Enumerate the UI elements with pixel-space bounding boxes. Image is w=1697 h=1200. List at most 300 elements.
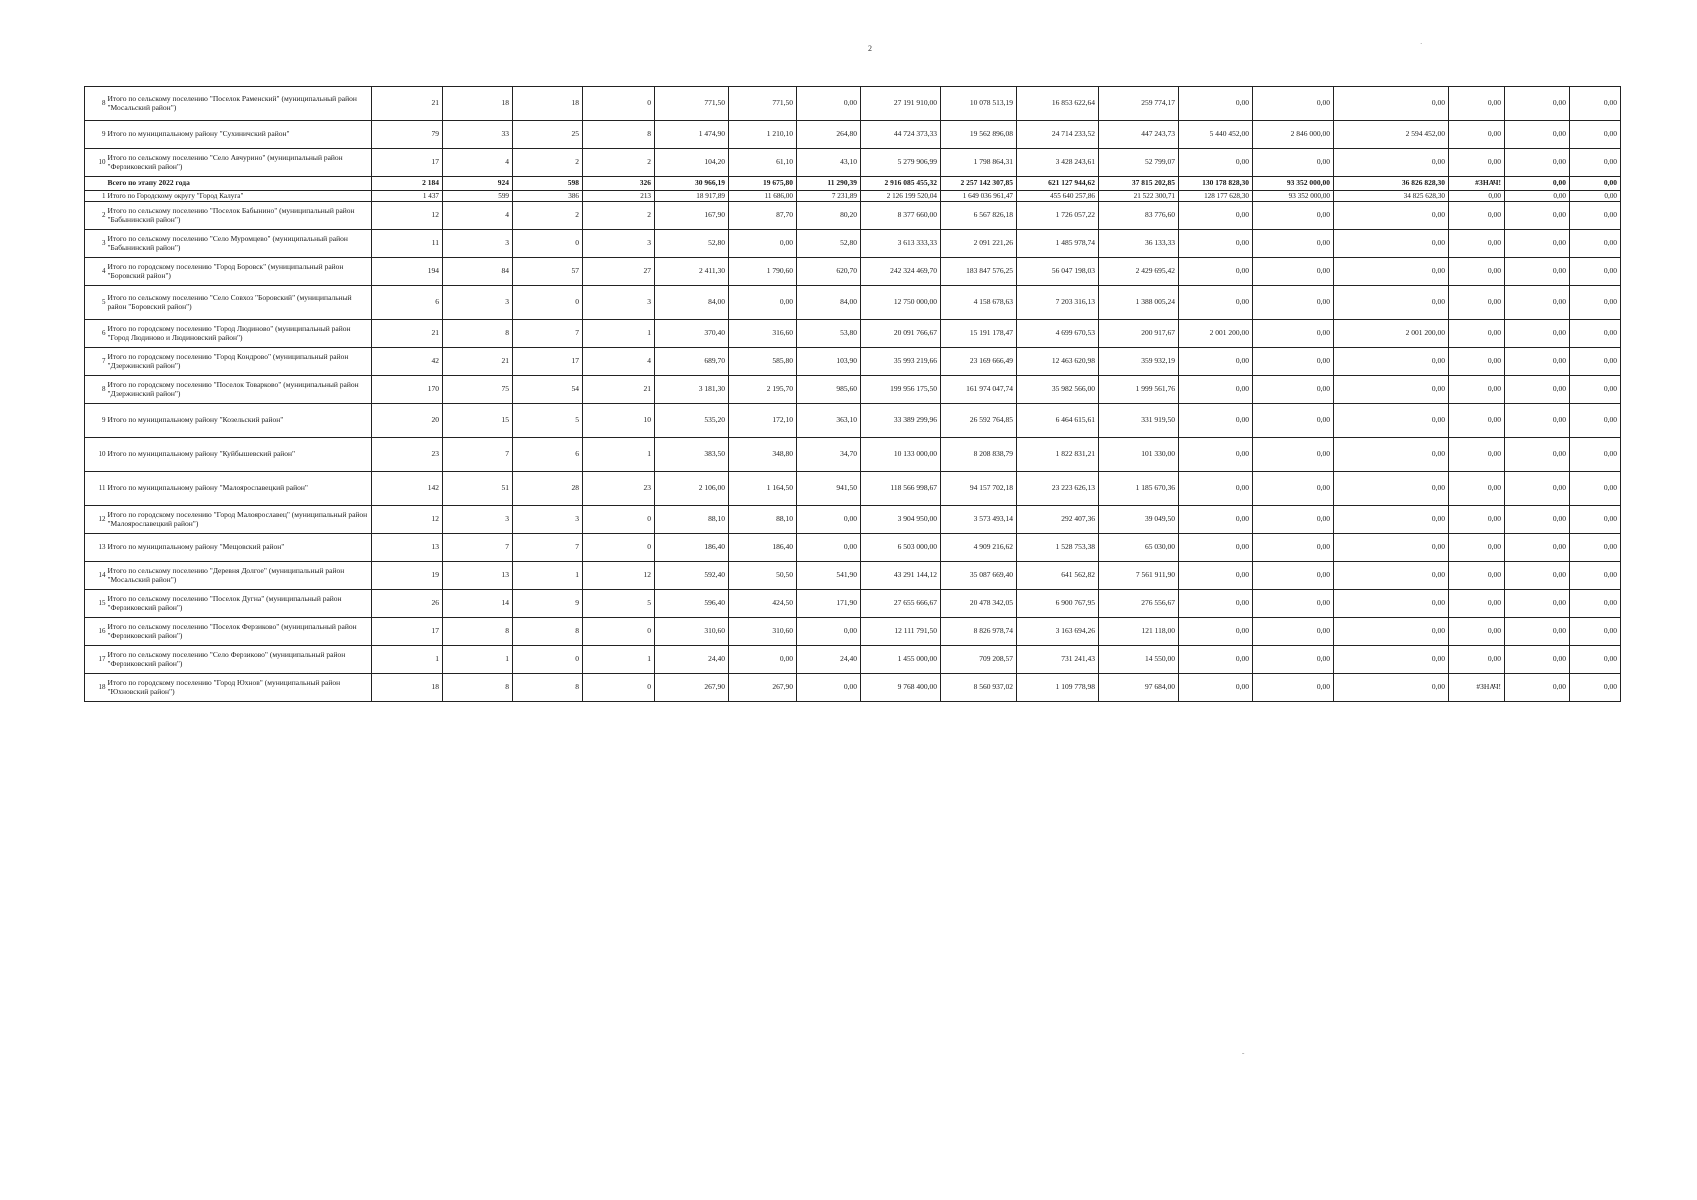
cell-value: 17 bbox=[513, 348, 583, 376]
cell-value: 0,00 bbox=[1334, 472, 1449, 506]
cell-value: 6 464 615,61 bbox=[1017, 404, 1099, 438]
cell-value: 0,00 bbox=[1334, 230, 1449, 258]
cell-value: 128 177 628,30 bbox=[1179, 191, 1253, 202]
row-index: 16 bbox=[85, 618, 107, 646]
cell-value: 0,00 bbox=[729, 230, 797, 258]
cell-value: 7 bbox=[513, 534, 583, 562]
cell-value: 689,70 bbox=[655, 348, 729, 376]
cell-value: 50,50 bbox=[729, 562, 797, 590]
cell-value: 142 bbox=[372, 472, 443, 506]
cell-value: 0,00 bbox=[1449, 506, 1505, 534]
report-table-body bbox=[85, 87, 1621, 702]
cell-value: 18 bbox=[372, 674, 443, 702]
cell-value: 84,00 bbox=[655, 286, 729, 320]
cell-value: 0,00 bbox=[1179, 674, 1253, 702]
cell-value: 2 001 200,00 bbox=[1334, 320, 1449, 348]
cell-value: 0,00 bbox=[1570, 348, 1621, 376]
cell-value: 93 352 000,00 bbox=[1253, 177, 1334, 191]
cell-value: 276 556,67 bbox=[1099, 590, 1179, 618]
cell-value: 11 290,39 bbox=[797, 177, 861, 191]
cell-value: 8 560 937,02 bbox=[941, 674, 1017, 702]
cell-value: 15 bbox=[443, 404, 513, 438]
cell-value: 0,00 bbox=[1505, 376, 1570, 404]
row-index: 14 bbox=[85, 562, 107, 590]
cell-value: 2 091 221,26 bbox=[941, 230, 1017, 258]
row-index: 1 bbox=[85, 191, 107, 202]
row-name: Итого по городскому поселению "Город Людиново" (муниципальный район "Город Людиново и Людиновский район") bbox=[107, 320, 372, 348]
row-name: Итого по муниципальному району "Мещовский район" bbox=[107, 534, 372, 562]
cell-value: 0,00 bbox=[1449, 87, 1505, 121]
table-row bbox=[85, 646, 1621, 674]
cell-value: 0,00 bbox=[1334, 87, 1449, 121]
cell-value: 0,00 bbox=[1334, 506, 1449, 534]
cell-value: 326 bbox=[583, 177, 655, 191]
cell-value: 87,70 bbox=[729, 202, 797, 230]
cell-value: 43,10 bbox=[797, 149, 861, 177]
cell-value: 10 bbox=[583, 404, 655, 438]
cell-value: 23 bbox=[372, 438, 443, 472]
cell-value: 331 919,50 bbox=[1099, 404, 1179, 438]
row-index: 5 bbox=[85, 286, 107, 320]
row-index: 17 bbox=[85, 646, 107, 674]
cell-value: 6 567 826,18 bbox=[941, 202, 1017, 230]
cell-value: 1 bbox=[443, 646, 513, 674]
cell-value: 2 126 199 520,04 bbox=[861, 191, 941, 202]
cell-value: 104,20 bbox=[655, 149, 729, 177]
cell-value: 0,00 bbox=[1570, 177, 1621, 191]
cell-value: 23 223 626,13 bbox=[1017, 472, 1099, 506]
cell-value: 3 613 333,33 bbox=[861, 230, 941, 258]
cell-value: 0,00 bbox=[1570, 438, 1621, 472]
cell-value: 0,00 bbox=[1449, 202, 1505, 230]
cell-value: 2 411,30 bbox=[655, 258, 729, 286]
cell-value: 0,00 bbox=[1253, 506, 1334, 534]
cell-value: 6 900 767,95 bbox=[1017, 590, 1099, 618]
cell-value: 0,00 bbox=[1449, 258, 1505, 286]
cell-value: 39 049,50 bbox=[1099, 506, 1179, 534]
cell-value: 0,00 bbox=[1570, 258, 1621, 286]
cell-value: 363,10 bbox=[797, 404, 861, 438]
cell-value: 2 bbox=[583, 149, 655, 177]
row-index: 8 bbox=[85, 87, 107, 121]
cell-value: 267,90 bbox=[655, 674, 729, 702]
cell-value: 8 377 660,00 bbox=[861, 202, 941, 230]
cell-value: 0,00 bbox=[1505, 121, 1570, 149]
cell-value: 0,00 bbox=[1449, 472, 1505, 506]
cell-value: 12 bbox=[583, 562, 655, 590]
cell-value: 199 956 175,50 bbox=[861, 376, 941, 404]
cell-value: 7 203 316,13 bbox=[1017, 286, 1099, 320]
cell-value: 2 001 200,00 bbox=[1179, 320, 1253, 348]
cell-value: 0,00 bbox=[1253, 404, 1334, 438]
cell-value: 585,80 bbox=[729, 348, 797, 376]
table-row bbox=[85, 230, 1621, 258]
table-row bbox=[85, 562, 1621, 590]
cell-value: 0,00 bbox=[1570, 618, 1621, 646]
cell-value: 641 562,82 bbox=[1017, 562, 1099, 590]
cell-value: 21 522 300,71 bbox=[1099, 191, 1179, 202]
cell-value: 1 798 864,31 bbox=[941, 149, 1017, 177]
cell-value: 93 352 000,00 bbox=[1253, 191, 1334, 202]
cell-value: 171,90 bbox=[797, 590, 861, 618]
cell-value: 0,00 bbox=[797, 618, 861, 646]
cell-value: 12 463 620,98 bbox=[1017, 348, 1099, 376]
cell-value: 0,00 bbox=[1570, 191, 1621, 202]
cell-value: 310,60 bbox=[729, 618, 797, 646]
scan-mark: · bbox=[1420, 40, 1423, 48]
cell-value: 186,40 bbox=[655, 534, 729, 562]
cell-value: 0,00 bbox=[1570, 376, 1621, 404]
cell-value: 0,00 bbox=[1179, 258, 1253, 286]
cell-value: 21 bbox=[372, 320, 443, 348]
cell-value: 985,60 bbox=[797, 376, 861, 404]
row-name: Итого по сельскому поселению "Поселок Дугна" (муниципальный район "Ферзиковский район") bbox=[107, 590, 372, 618]
cell-value: 26 bbox=[372, 590, 443, 618]
cell-value: 4 909 216,62 bbox=[941, 534, 1017, 562]
cell-value: 0,00 bbox=[1334, 438, 1449, 472]
cell-value: 94 157 702,18 bbox=[941, 472, 1017, 506]
row-name: Итого по городскому поселению "Город Кондрово" (муниципальный район "Дзержинский район") bbox=[107, 348, 372, 376]
cell-value: 2 257 142 307,85 bbox=[941, 177, 1017, 191]
cell-value: 0,00 bbox=[1449, 149, 1505, 177]
cell-value: 0 bbox=[583, 674, 655, 702]
cell-value: 0 bbox=[513, 646, 583, 674]
row-name: Итого по сельскому поселению "Село Муромцево" (муниципальный район "Бабынинский район") bbox=[107, 230, 372, 258]
cell-value: 0,00 bbox=[1570, 149, 1621, 177]
cell-value: 7 bbox=[443, 534, 513, 562]
cell-value: 11 686,00 bbox=[729, 191, 797, 202]
cell-value: 97 684,00 bbox=[1099, 674, 1179, 702]
cell-value: 25 bbox=[513, 121, 583, 149]
cell-value: 5 279 906,99 bbox=[861, 149, 941, 177]
cell-value: 709 208,57 bbox=[941, 646, 1017, 674]
cell-value: 0,00 bbox=[1505, 646, 1570, 674]
cell-value: 0,00 bbox=[797, 534, 861, 562]
cell-value: 310,60 bbox=[655, 618, 729, 646]
cell-value: 3 bbox=[583, 230, 655, 258]
cell-value: 6 503 000,00 bbox=[861, 534, 941, 562]
cell-value: 0,00 bbox=[1334, 202, 1449, 230]
cell-value: 596,40 bbox=[655, 590, 729, 618]
cell-value: 0,00 bbox=[1505, 286, 1570, 320]
cell-value: 0,00 bbox=[1253, 286, 1334, 320]
cell-value: 0,00 bbox=[1570, 534, 1621, 562]
row-name: Итого по сельскому поселению "Поселок Бабынино" (муниципальный район "Бабынинский район") bbox=[107, 202, 372, 230]
row-name: Итого по сельскому поселению "Село Авчурино" (муниципальный район "Ферзиковский район") bbox=[107, 149, 372, 177]
row-index: 15 bbox=[85, 590, 107, 618]
row-name: Итого по городскому поселению "Поселок Товарково" (муниципальный район "Дзержинский район") bbox=[107, 376, 372, 404]
cell-value: 52 799,07 bbox=[1099, 149, 1179, 177]
cell-value: 3 bbox=[513, 506, 583, 534]
cell-value: 455 640 257,86 bbox=[1017, 191, 1099, 202]
cell-value: 79 bbox=[372, 121, 443, 149]
cell-value: 0,00 bbox=[1449, 376, 1505, 404]
cell-value: 0,00 bbox=[1570, 506, 1621, 534]
cell-value: 8 bbox=[583, 121, 655, 149]
cell-value: 0,00 bbox=[729, 646, 797, 674]
cell-value: 0,00 bbox=[1570, 202, 1621, 230]
cell-value: 0,00 bbox=[1253, 534, 1334, 562]
cell-value: 0,00 bbox=[1449, 534, 1505, 562]
cell-value: 130 178 828,30 bbox=[1179, 177, 1253, 191]
cell-value: 0,00 bbox=[1570, 121, 1621, 149]
row-name: Итого по сельскому поселению "Поселок Ферзиково" (муниципальный район "Ферзиковский район") bbox=[107, 618, 372, 646]
table-row bbox=[85, 149, 1621, 177]
row-index: 3 bbox=[85, 230, 107, 258]
cell-value: 0,00 bbox=[1334, 618, 1449, 646]
cell-value: 0,00 bbox=[1505, 404, 1570, 438]
cell-value: 52,80 bbox=[655, 230, 729, 258]
cell-value: 0,00 bbox=[1570, 674, 1621, 702]
cell-value: 2 bbox=[583, 202, 655, 230]
cell-value: 0,00 bbox=[797, 87, 861, 121]
cell-value: 924 bbox=[443, 177, 513, 191]
cell-value: 88,10 bbox=[655, 506, 729, 534]
cell-value: 424,50 bbox=[729, 590, 797, 618]
row-name: Итого по сельскому поселению "Село Ферзиково" (муниципальный район "Ферзиковский район") bbox=[107, 646, 372, 674]
cell-value: 3 573 493,14 bbox=[941, 506, 1017, 534]
cell-value: 264,80 bbox=[797, 121, 861, 149]
cell-value: 4 bbox=[583, 348, 655, 376]
cell-value: 35 982 566,00 bbox=[1017, 376, 1099, 404]
row-index: 9 bbox=[85, 121, 107, 149]
cell-value: 0,00 bbox=[1505, 438, 1570, 472]
cell-value: 0,00 bbox=[1505, 506, 1570, 534]
table-row bbox=[85, 320, 1621, 348]
cell-value: 0,00 bbox=[1505, 149, 1570, 177]
cell-value: 0,00 bbox=[1253, 562, 1334, 590]
row-index: 10 bbox=[85, 438, 107, 472]
cell-value: 1 437 bbox=[372, 191, 443, 202]
cell-value: 2 846 000,00 bbox=[1253, 121, 1334, 149]
table-row bbox=[85, 618, 1621, 646]
cell-value: 0,00 bbox=[1505, 348, 1570, 376]
cell-value: 0,00 bbox=[1179, 534, 1253, 562]
cell-value: 4 bbox=[443, 149, 513, 177]
cell-value: 33 389 299,96 bbox=[861, 404, 941, 438]
row-name: Итого по городскому поселению "Город Юхнов" (муниципальный район "Юхновский район") bbox=[107, 674, 372, 702]
cell-value: 0,00 bbox=[1449, 320, 1505, 348]
cell-value: 14 550,00 bbox=[1099, 646, 1179, 674]
cell-value: 292 407,36 bbox=[1017, 506, 1099, 534]
cell-value: 2 bbox=[513, 149, 583, 177]
cell-value: 0,00 bbox=[1253, 646, 1334, 674]
cell-value: 17 bbox=[372, 618, 443, 646]
cell-value: 20 091 766,67 bbox=[861, 320, 941, 348]
cell-value: 0,00 bbox=[1253, 618, 1334, 646]
cell-value: 0,00 bbox=[1179, 230, 1253, 258]
cell-value: 0,00 bbox=[1449, 562, 1505, 590]
cell-value: 7 231,89 bbox=[797, 191, 861, 202]
cell-value: 598 bbox=[513, 177, 583, 191]
cell-value: 0,00 bbox=[1253, 87, 1334, 121]
table-row bbox=[85, 258, 1621, 286]
cell-value: 10 133 000,00 bbox=[861, 438, 941, 472]
cell-value: 0,00 bbox=[1334, 149, 1449, 177]
table-row bbox=[85, 506, 1621, 534]
cell-value: 0,00 bbox=[1179, 590, 1253, 618]
cell-value: 0,00 bbox=[1505, 258, 1570, 286]
cell-value: #ЗНАЧ! bbox=[1449, 177, 1505, 191]
cell-value: 0,00 bbox=[797, 674, 861, 702]
cell-value: 1 109 778,98 bbox=[1017, 674, 1099, 702]
cell-value: 20 bbox=[372, 404, 443, 438]
cell-value: 0,00 bbox=[1449, 121, 1505, 149]
cell-value: 65 030,00 bbox=[1099, 534, 1179, 562]
row-index: 18 bbox=[85, 674, 107, 702]
table-row bbox=[85, 87, 1621, 121]
cell-value: 5 440 452,00 bbox=[1179, 121, 1253, 149]
cell-value: 0,00 bbox=[1449, 348, 1505, 376]
cell-value: 1 528 753,38 bbox=[1017, 534, 1099, 562]
cell-value: 18 bbox=[443, 87, 513, 121]
table-row bbox=[85, 674, 1621, 702]
cell-value: 6 bbox=[513, 438, 583, 472]
cell-value: 5 bbox=[513, 404, 583, 438]
row-index: 11 bbox=[85, 472, 107, 506]
cell-value: 23 169 666,49 bbox=[941, 348, 1017, 376]
cell-value: 0,00 bbox=[1179, 348, 1253, 376]
cell-value: 103,90 bbox=[797, 348, 861, 376]
cell-value: 8 bbox=[513, 674, 583, 702]
cell-value: 42 bbox=[372, 348, 443, 376]
cell-value: 88,10 bbox=[729, 506, 797, 534]
cell-value: 0,00 bbox=[1253, 376, 1334, 404]
cell-value: 0,00 bbox=[1505, 534, 1570, 562]
cell-value: 84,00 bbox=[797, 286, 861, 320]
cell-value: 0,00 bbox=[1179, 438, 1253, 472]
cell-value: 15 191 178,47 bbox=[941, 320, 1017, 348]
cell-value: 19 562 896,08 bbox=[941, 121, 1017, 149]
cell-value: 0,00 bbox=[1253, 320, 1334, 348]
cell-value: 0,00 bbox=[1253, 348, 1334, 376]
table-row bbox=[85, 590, 1621, 618]
cell-value: 0,00 bbox=[1570, 320, 1621, 348]
cell-value: 7 561 911,90 bbox=[1099, 562, 1179, 590]
cell-value: 1 726 057,22 bbox=[1017, 202, 1099, 230]
cell-value: 0,00 bbox=[1179, 646, 1253, 674]
cell-value: 0,00 bbox=[1505, 472, 1570, 506]
cell-value: 57 bbox=[513, 258, 583, 286]
cell-value: 19 bbox=[372, 562, 443, 590]
cell-value: 1 455 000,00 bbox=[861, 646, 941, 674]
cell-value: 6 bbox=[372, 286, 443, 320]
cell-value: 599 bbox=[443, 191, 513, 202]
cell-value: 771,50 bbox=[655, 87, 729, 121]
cell-value: 1 185 670,36 bbox=[1099, 472, 1179, 506]
cell-value: 1 999 561,76 bbox=[1099, 376, 1179, 404]
cell-value: 167,90 bbox=[655, 202, 729, 230]
cell-value: 36 826 828,30 bbox=[1334, 177, 1449, 191]
table-row bbox=[85, 534, 1621, 562]
cell-value: 0,00 bbox=[1179, 202, 1253, 230]
row-index: 2 bbox=[85, 202, 107, 230]
cell-value: 359 932,19 bbox=[1099, 348, 1179, 376]
table-row bbox=[85, 177, 1621, 191]
cell-value: 348,80 bbox=[729, 438, 797, 472]
cell-value: 0,00 bbox=[1449, 646, 1505, 674]
cell-value: 101 330,00 bbox=[1099, 438, 1179, 472]
cell-value: 4 158 678,63 bbox=[941, 286, 1017, 320]
cell-value: 9 bbox=[513, 590, 583, 618]
table-row bbox=[85, 121, 1621, 149]
cell-value: 7 bbox=[443, 438, 513, 472]
cell-value: 0,00 bbox=[1334, 562, 1449, 590]
cell-value: 35 993 219,66 bbox=[861, 348, 941, 376]
cell-value: 34,70 bbox=[797, 438, 861, 472]
cell-value: 370,40 bbox=[655, 320, 729, 348]
cell-value: 0,00 bbox=[1449, 438, 1505, 472]
cell-value: 0,00 bbox=[1334, 674, 1449, 702]
cell-value: 0,00 bbox=[1253, 438, 1334, 472]
cell-value: 0,00 bbox=[1570, 404, 1621, 438]
cell-value: 8 bbox=[443, 618, 513, 646]
row-name: Итого по муниципальному району "Сухиничский район" bbox=[107, 121, 372, 149]
cell-value: 34 825 628,30 bbox=[1334, 191, 1449, 202]
cell-value: 242 324 469,70 bbox=[861, 258, 941, 286]
table-row bbox=[85, 202, 1621, 230]
cell-value: 12 bbox=[372, 506, 443, 534]
cell-value: 35 087 669,40 bbox=[941, 562, 1017, 590]
cell-value: 0,00 bbox=[1179, 149, 1253, 177]
cell-value: 0 bbox=[513, 230, 583, 258]
cell-value: 28 bbox=[513, 472, 583, 506]
cell-value: 200 917,67 bbox=[1099, 320, 1179, 348]
cell-value: 3 bbox=[443, 286, 513, 320]
cell-value: 0,00 bbox=[1449, 191, 1505, 202]
cell-value: 80,20 bbox=[797, 202, 861, 230]
cell-value: 21 bbox=[583, 376, 655, 404]
row-name: Итого по Городскому округу "Город Калуга" bbox=[107, 191, 372, 202]
cell-value: 21 bbox=[443, 348, 513, 376]
cell-value: 0,00 bbox=[1505, 230, 1570, 258]
cell-value: 0,00 bbox=[1179, 286, 1253, 320]
cell-value: 8 826 978,74 bbox=[941, 618, 1017, 646]
table-row bbox=[85, 472, 1621, 506]
cell-value: 5 bbox=[583, 590, 655, 618]
cell-value: 267,90 bbox=[729, 674, 797, 702]
row-index bbox=[85, 177, 107, 191]
row-index: 13 bbox=[85, 534, 107, 562]
row-name: Итого по сельскому поселению "Деревня Долгое" (муниципальный район "Мосальский район") bbox=[107, 562, 372, 590]
cell-value: 0,00 bbox=[1179, 472, 1253, 506]
cell-value: 0,00 bbox=[1334, 348, 1449, 376]
page-number: 2 bbox=[868, 44, 872, 53]
cell-value: 316,60 bbox=[729, 320, 797, 348]
cell-value: 27 655 666,67 bbox=[861, 590, 941, 618]
report-table bbox=[84, 86, 1621, 702]
table-row bbox=[85, 286, 1621, 320]
cell-value: 53,80 bbox=[797, 320, 861, 348]
cell-value: 33 bbox=[443, 121, 513, 149]
cell-value: 7 bbox=[513, 320, 583, 348]
row-index: 9 bbox=[85, 404, 107, 438]
cell-value: 0,00 bbox=[1179, 376, 1253, 404]
cell-value: 0,00 bbox=[1449, 618, 1505, 646]
cell-value: 12 111 791,50 bbox=[861, 618, 941, 646]
cell-value: 213 bbox=[583, 191, 655, 202]
cell-value: 0,00 bbox=[1253, 472, 1334, 506]
cell-value: 0,00 bbox=[1505, 562, 1570, 590]
cell-value: 621 127 944,62 bbox=[1017, 177, 1099, 191]
cell-value: 0,00 bbox=[1570, 472, 1621, 506]
cell-value: 0,00 bbox=[1505, 674, 1570, 702]
cell-value: 731 241,43 bbox=[1017, 646, 1099, 674]
cell-value: 0,00 bbox=[1505, 618, 1570, 646]
cell-value: 0,00 bbox=[1570, 286, 1621, 320]
row-index: 6 bbox=[85, 320, 107, 348]
cell-value: 2 429 695,42 bbox=[1099, 258, 1179, 286]
